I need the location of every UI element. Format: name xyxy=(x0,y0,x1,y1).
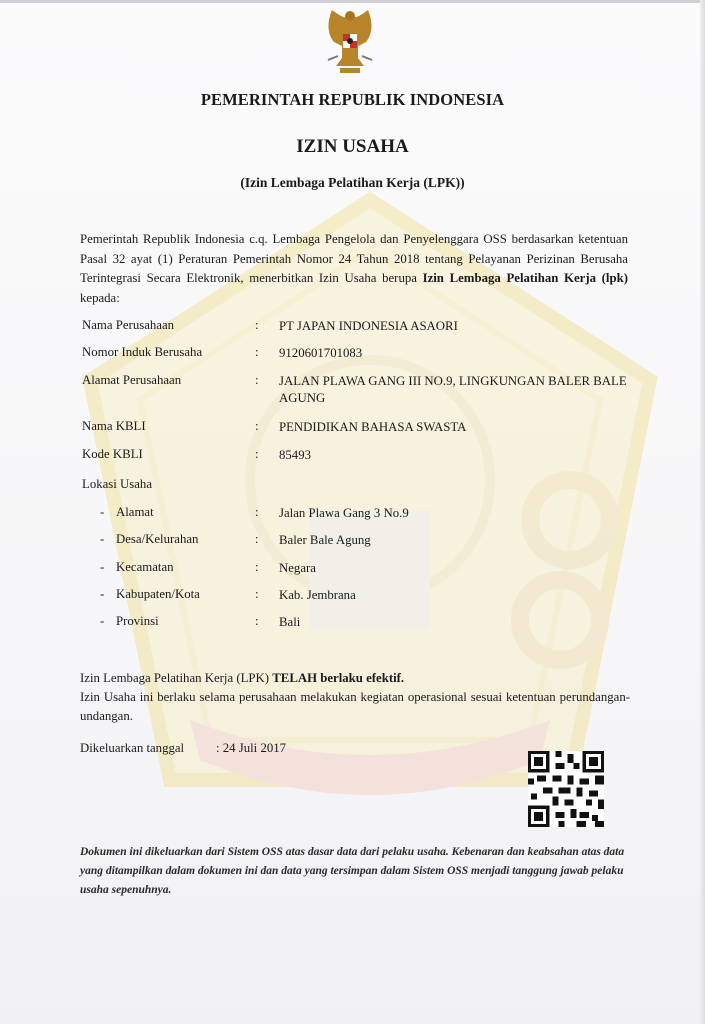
location-label: Kecamatan xyxy=(116,560,174,574)
location-value: Kab. Jembrana xyxy=(279,588,356,602)
intro-paragraph: Pemerintah Republik Indonesia c.q. Lembaga Pengelola dan Penyelenggara OSS berdasarkan ketentuan Pasal 32 ayat (1) Peraturan Pemerintah Nomor 24 Tahun 2018 tentang Pelayanan Perizinan Berusaha Terintegrasi Secara Elektronik, menerbitkan Izin Usaha berupa Izin Lembaga Pelatihan Kerja (lpk) kepada: xyxy=(80,232,628,305)
field-label: Alamat Perusahaan xyxy=(82,373,182,387)
field-label: Kode KBLI xyxy=(82,447,143,461)
location-label: Desa/Kelurahan xyxy=(116,532,199,546)
location-value: Jalan Plawa Gang 3 No.9 xyxy=(279,506,409,520)
location-heading: Lokasi Usaha xyxy=(82,477,153,491)
field-value: PENDIDIKAN BAHASA SWASTA xyxy=(279,420,467,434)
location-value: Baler Bale Agung xyxy=(279,533,371,547)
field-value: 85493 xyxy=(279,448,311,462)
document-title: IZIN USAHA xyxy=(296,136,409,157)
government-heading: PEMERINTAH REPUBLIK INDONESIA xyxy=(200,90,505,109)
issued-label: Dikeluarkan tanggal xyxy=(80,741,185,755)
location-label: Kabupaten/Kota xyxy=(116,587,200,601)
location-value: Bali xyxy=(279,615,301,629)
status-paragraph: Izin Lembaga Pelatihan Kerja (LPK) TELAH berlaku efektif. Izin Usaha ini berlaku selama perusahaan melakukan kegiatan operasional sesuai ketentuan perundangan-undangan. xyxy=(80,671,630,723)
status-effective: TELAH berlaku efektif. xyxy=(272,671,405,685)
location-value: Negara xyxy=(279,561,316,575)
field-label: Nomor Induk Berusaha xyxy=(82,345,203,359)
location-label: Provinsi xyxy=(116,614,159,628)
field-value: JALAN PLAWA GANG III NO.9, LINGKUNGAN BALER BALE AGUNG xyxy=(279,374,627,405)
license-document: PEMERINTAH REPUBLIK INDONESIA IZIN USAHA (Izin Lembaga Pelatihan Kerja (LPK)) Pemerintah Republik Indonesia c.q. Lembaga Pengelola dan Penyelenggara OSS berdasarkan ketentuan Pasal 32 ayat (1) Peraturan Pemerintah Nomor 24 Tahun 2018 tentang Pelayanan Perizinan Berusaha Terintegrasi Secara Elektronik, menerbitkan Izin Usaha berupa Izin Lembaga Pelatihan Kerja (lpk) kepada: Nama Perusahaan : PT JAPAN INDONESIA ASAORI Nomor Induk Berusaha : 9120601701083 Alamat Perusahaan : JALAN PLAWA GANG III NO.9, LINGKUNGAN BALER BALE AGUNG Nama KBLI : PENDIDIKAN BAHASA SWASTA Kode KBLI : 85493 Lokasi Usaha - Alamat : Jalan Plawa Gang 3 No.9 - Desa/Kelurahan : Baler Bale Agung - Kecamatan : Negara - Kabupaten/Kota : Kab. Jembrana - Provinsi : Bali Izin Lembaga Pelatihan Kerja (LPK) TELAH berlaku efektif. Izin Usaha ini berlaku selama perusahaan melakukan kegiatan operasional sesuai ketentuan perundangan-undangan. Dikeluarkan tanggal : 24 Juli 2017 Dokumen ini dikeluarkan dari Sistem OSS atas dasar data dari pelaku usaha. Kebenaran dan keabsahan atas data yang ditampilkan dalam dokumen ini dan data yang tersimpan dalam Sistem OSS menjadi tanggung jawab pelaku usaha sepenuhnya. xyxy=(0,0,705,1024)
location-label: Alamat xyxy=(116,505,154,519)
garuda-emblem-icon xyxy=(316,6,384,78)
field-value: PT JAPAN INDONESIA ASAORI xyxy=(279,319,458,333)
field-value: 9120601701083 xyxy=(279,346,363,360)
field-label: Nama Perusahaan xyxy=(82,318,175,332)
document-subtitle: (Izin Lembaga Pelatihan Kerja (LPK)) xyxy=(240,175,465,190)
issued-value: : 24 Juli 2017 xyxy=(216,741,287,755)
qr-code-icon xyxy=(528,751,604,827)
disclaimer-text: Dokumen ini dikeluarkan dari Sistem OSS atas dasar data dari pelaku usaha. Kebenaran dan keabsahan atas data yang ditampilkan dalam dokumen ini dan data yang tersimpan dalam Sistem OSS menjadi tanggung jawab pelaku usaha sepenuhnya. xyxy=(80,846,625,896)
scan-edge xyxy=(0,0,705,3)
field-label: Nama KBLI xyxy=(82,419,146,433)
issued-date xyxy=(80,741,286,756)
